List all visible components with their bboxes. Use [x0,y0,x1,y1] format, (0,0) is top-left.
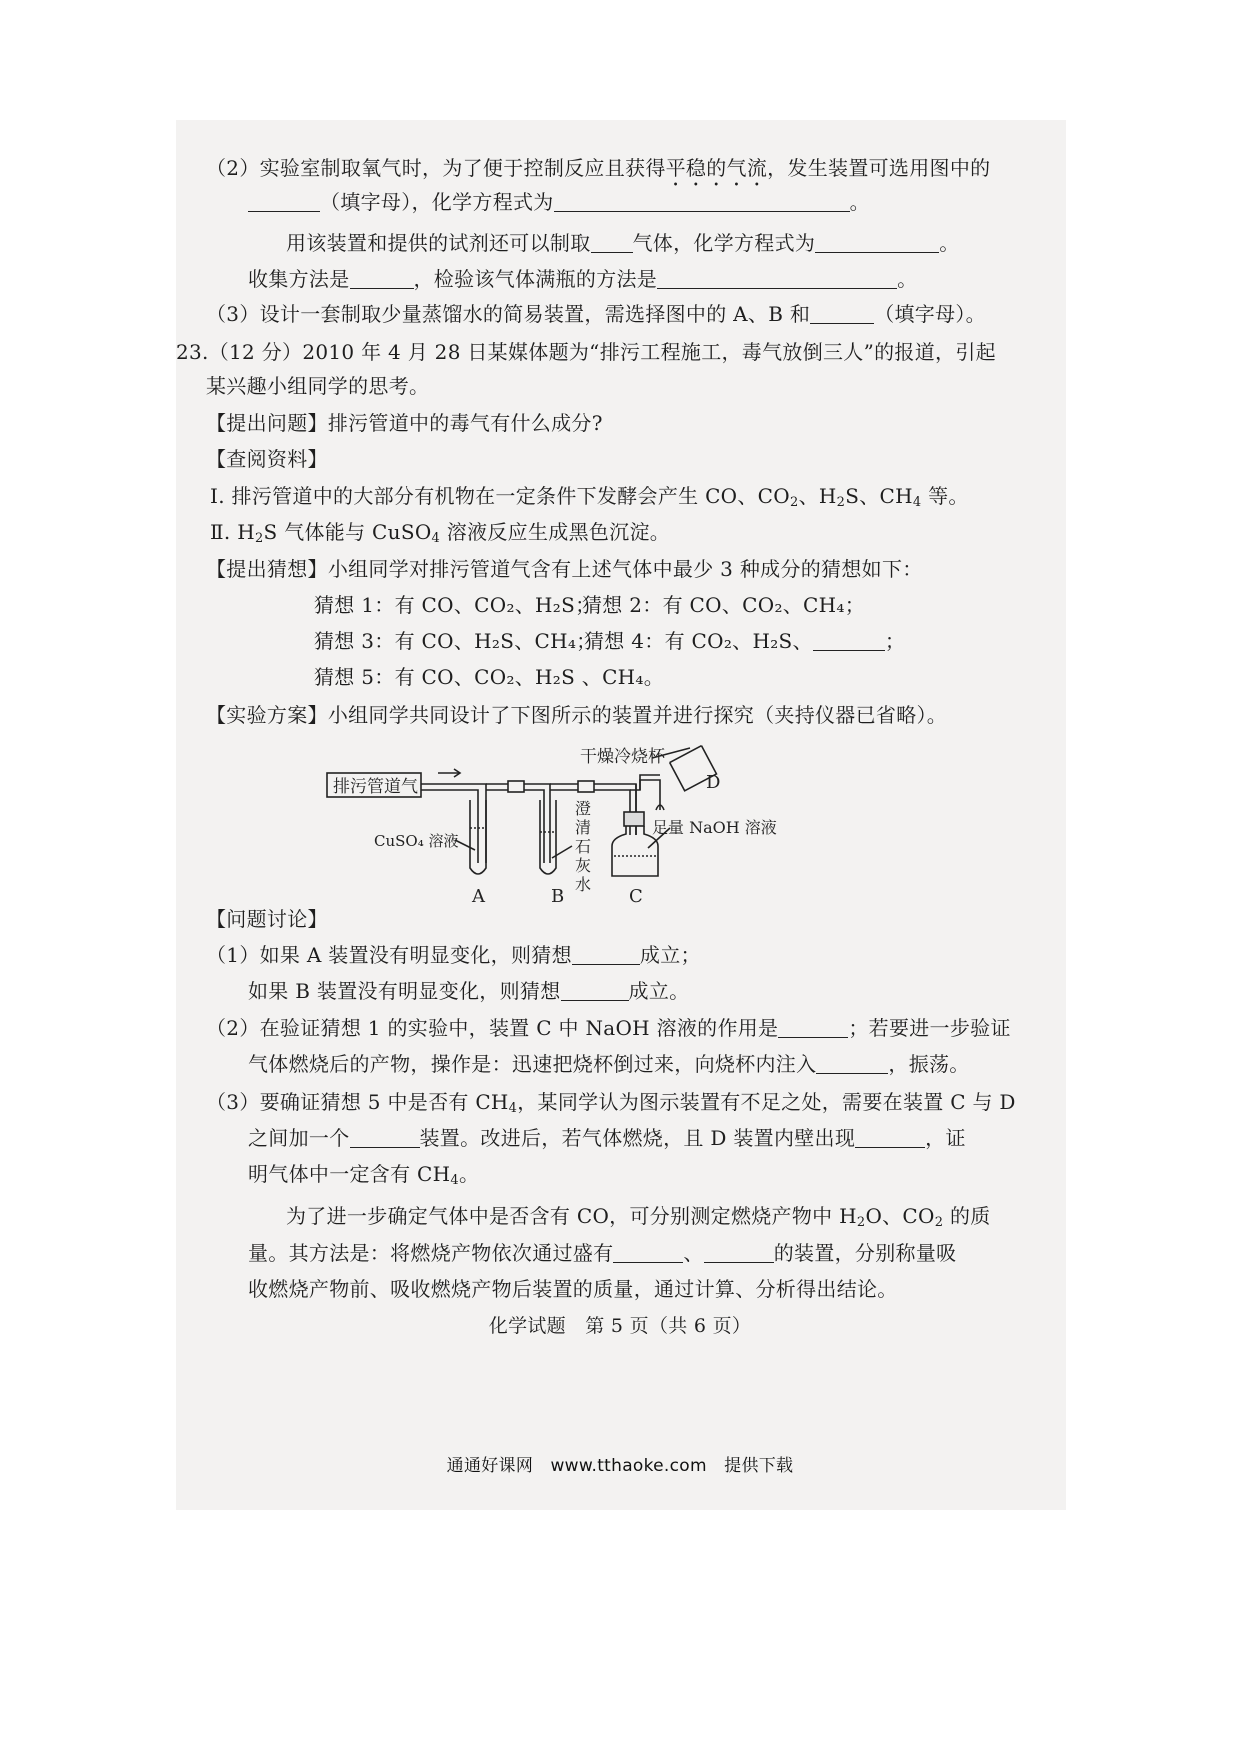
q22-part2-line4: 收集方法是 ，检验该气体满瓶的方法是 。 [248,267,918,291]
c-label: C [629,886,643,907]
q23-question: 【提出问题】排污管道中的毒气有什么成分? [206,411,603,435]
q22-part3: （3）设计一套制取少量蒸馏水的简易装置，需选择图中的 A、B 和 （填字母）。 [206,302,986,326]
guess-1: 猜想 1：有 CO、CO₂、H₂S； [314,593,596,617]
guess-4: 猜想 4：有 CO₂、H₂S、 ； [584,629,906,653]
q23-ref2: Ⅱ. $H_2S$ 气体能与 CuSO$_4$ 溶液反应生成黑色沉淀。 [210,520,671,546]
page-footer: 化学试题 第 5 页（共 6 页） [488,1315,752,1337]
d1-line2: 如果 B 装置没有明显变化，则猜想 成立。 [248,979,690,1003]
answer-blank [561,980,629,1001]
d3-line2: 之间加一个 装置。改进后，若气体燃烧，且 D 装置内壁出现 ，证 [248,1126,966,1150]
beaker-label: 干燥冷烧杯 [580,747,665,767]
guess-3: 猜想 3：有 CO、H₂S、CH₄； [314,629,597,653]
bottle-stopper [624,812,644,826]
q22-part2-line3: 用该装置和提供的试剂还可以制取 气体，化学方程式为 。 [286,231,960,255]
d2-line1: （2）在验证猜想 1 的实验中，装置 C 中 NaOH 溶液的作用是 ；若要进一步验证 [206,1016,1011,1040]
answer-blank [572,944,640,965]
limewater-char: 灰 [575,856,592,875]
d3-line3: 明气体中一定含有 $CH_4$。 [248,1162,480,1188]
download-note: 通通好课网 www.tthaoke.com 提供下载 [446,1456,794,1476]
answer-blank [350,1127,420,1148]
emphasis-text: 平稳的气流 [665,156,768,180]
limewater-char: 清 [575,818,592,837]
d4-line1: 为了进一步确定气体中是否含有 CO，可分别测定燃烧产物中 $H_2O$、$CO_2$ 的质 [286,1204,991,1230]
q23-plan: 【实验方案】小组同学共同设计了下图所示的装置并进行探究（夹持仪器已省略）。 [206,703,948,727]
d3-line1: （3）要确证猜想 5 中是否有 $CH_4$，某同学认为图示装置有不足之处，需要在装置 C 与 D [206,1090,1016,1116]
d2-line2: 气体燃烧后的产物，操作是：迅速把烧杯倒过来，向烧杯内注入 ，振荡。 [248,1052,970,1076]
q23-ref1: Ⅰ. 排污管道中的大部分有机物在一定条件下发酵会产生 CO、$CO_2$、$H_2S$、$CH_4$ 等。 [210,484,969,510]
q23-discussion-heading: 【问题讨论】 [206,907,328,931]
b-label: B [551,886,565,907]
q23-ref-heading: 【查阅资料】 [206,447,328,471]
d-label: D [706,772,721,793]
a-label: A [472,886,485,907]
guess-2: 猜想 2：有 CO、CO₂、CH₄； [582,593,866,617]
answer-blank [816,1053,888,1074]
limewater-char: 水 [575,875,592,894]
naoh-label: 足量 NaOH 溶液 [652,818,777,837]
d1-line1: （1）如果 A 装置没有明显变化，则猜想 成立； [206,943,701,967]
q23-hypothesis: 【提出猜想】小组同学对排污管道气含有上述气体中最少 3 种成分的猜想如下： [206,557,923,581]
gas-label: 排污管道气 [333,777,418,797]
answer-blank [855,1127,925,1148]
q23-intro-line1: 23.（12 分）2010 年 4 月 28 日某媒体题为“排污工程施工，毒气放倒三人”的报道，引起 [176,340,996,364]
d4-line2: 量。其方法是：将燃烧产物依次通过盛有 、 的装置，分别称量吸 [248,1241,957,1265]
answer-blank [613,1242,683,1263]
test-tube-b [540,800,556,874]
q22-part2-line2: （填字母），化学方程式为 。 [248,189,870,215]
d4-line3: 收燃烧产物前、吸收燃烧产物后装置的质量，通过计算、分析得出结论。 [248,1277,898,1301]
limewater-char: 石 [575,837,592,856]
q23-intro-line2: 某兴趣小组同学的思考。 [206,374,430,398]
guess-5: 猜想 5：有 CO、CO₂、H₂S 、CH₄。 [314,665,665,689]
limewater-char: 澄 [575,799,592,818]
q22-part2-line1: （2）实验室制取氧气时，为了便于控制反应且获得平稳的气流，发生装置可选用图中的 [206,156,991,180]
answer-blank [704,1242,774,1263]
cuso4-label: CuSO₄ 溶液 [374,832,459,850]
answer-blank [778,1017,848,1038]
